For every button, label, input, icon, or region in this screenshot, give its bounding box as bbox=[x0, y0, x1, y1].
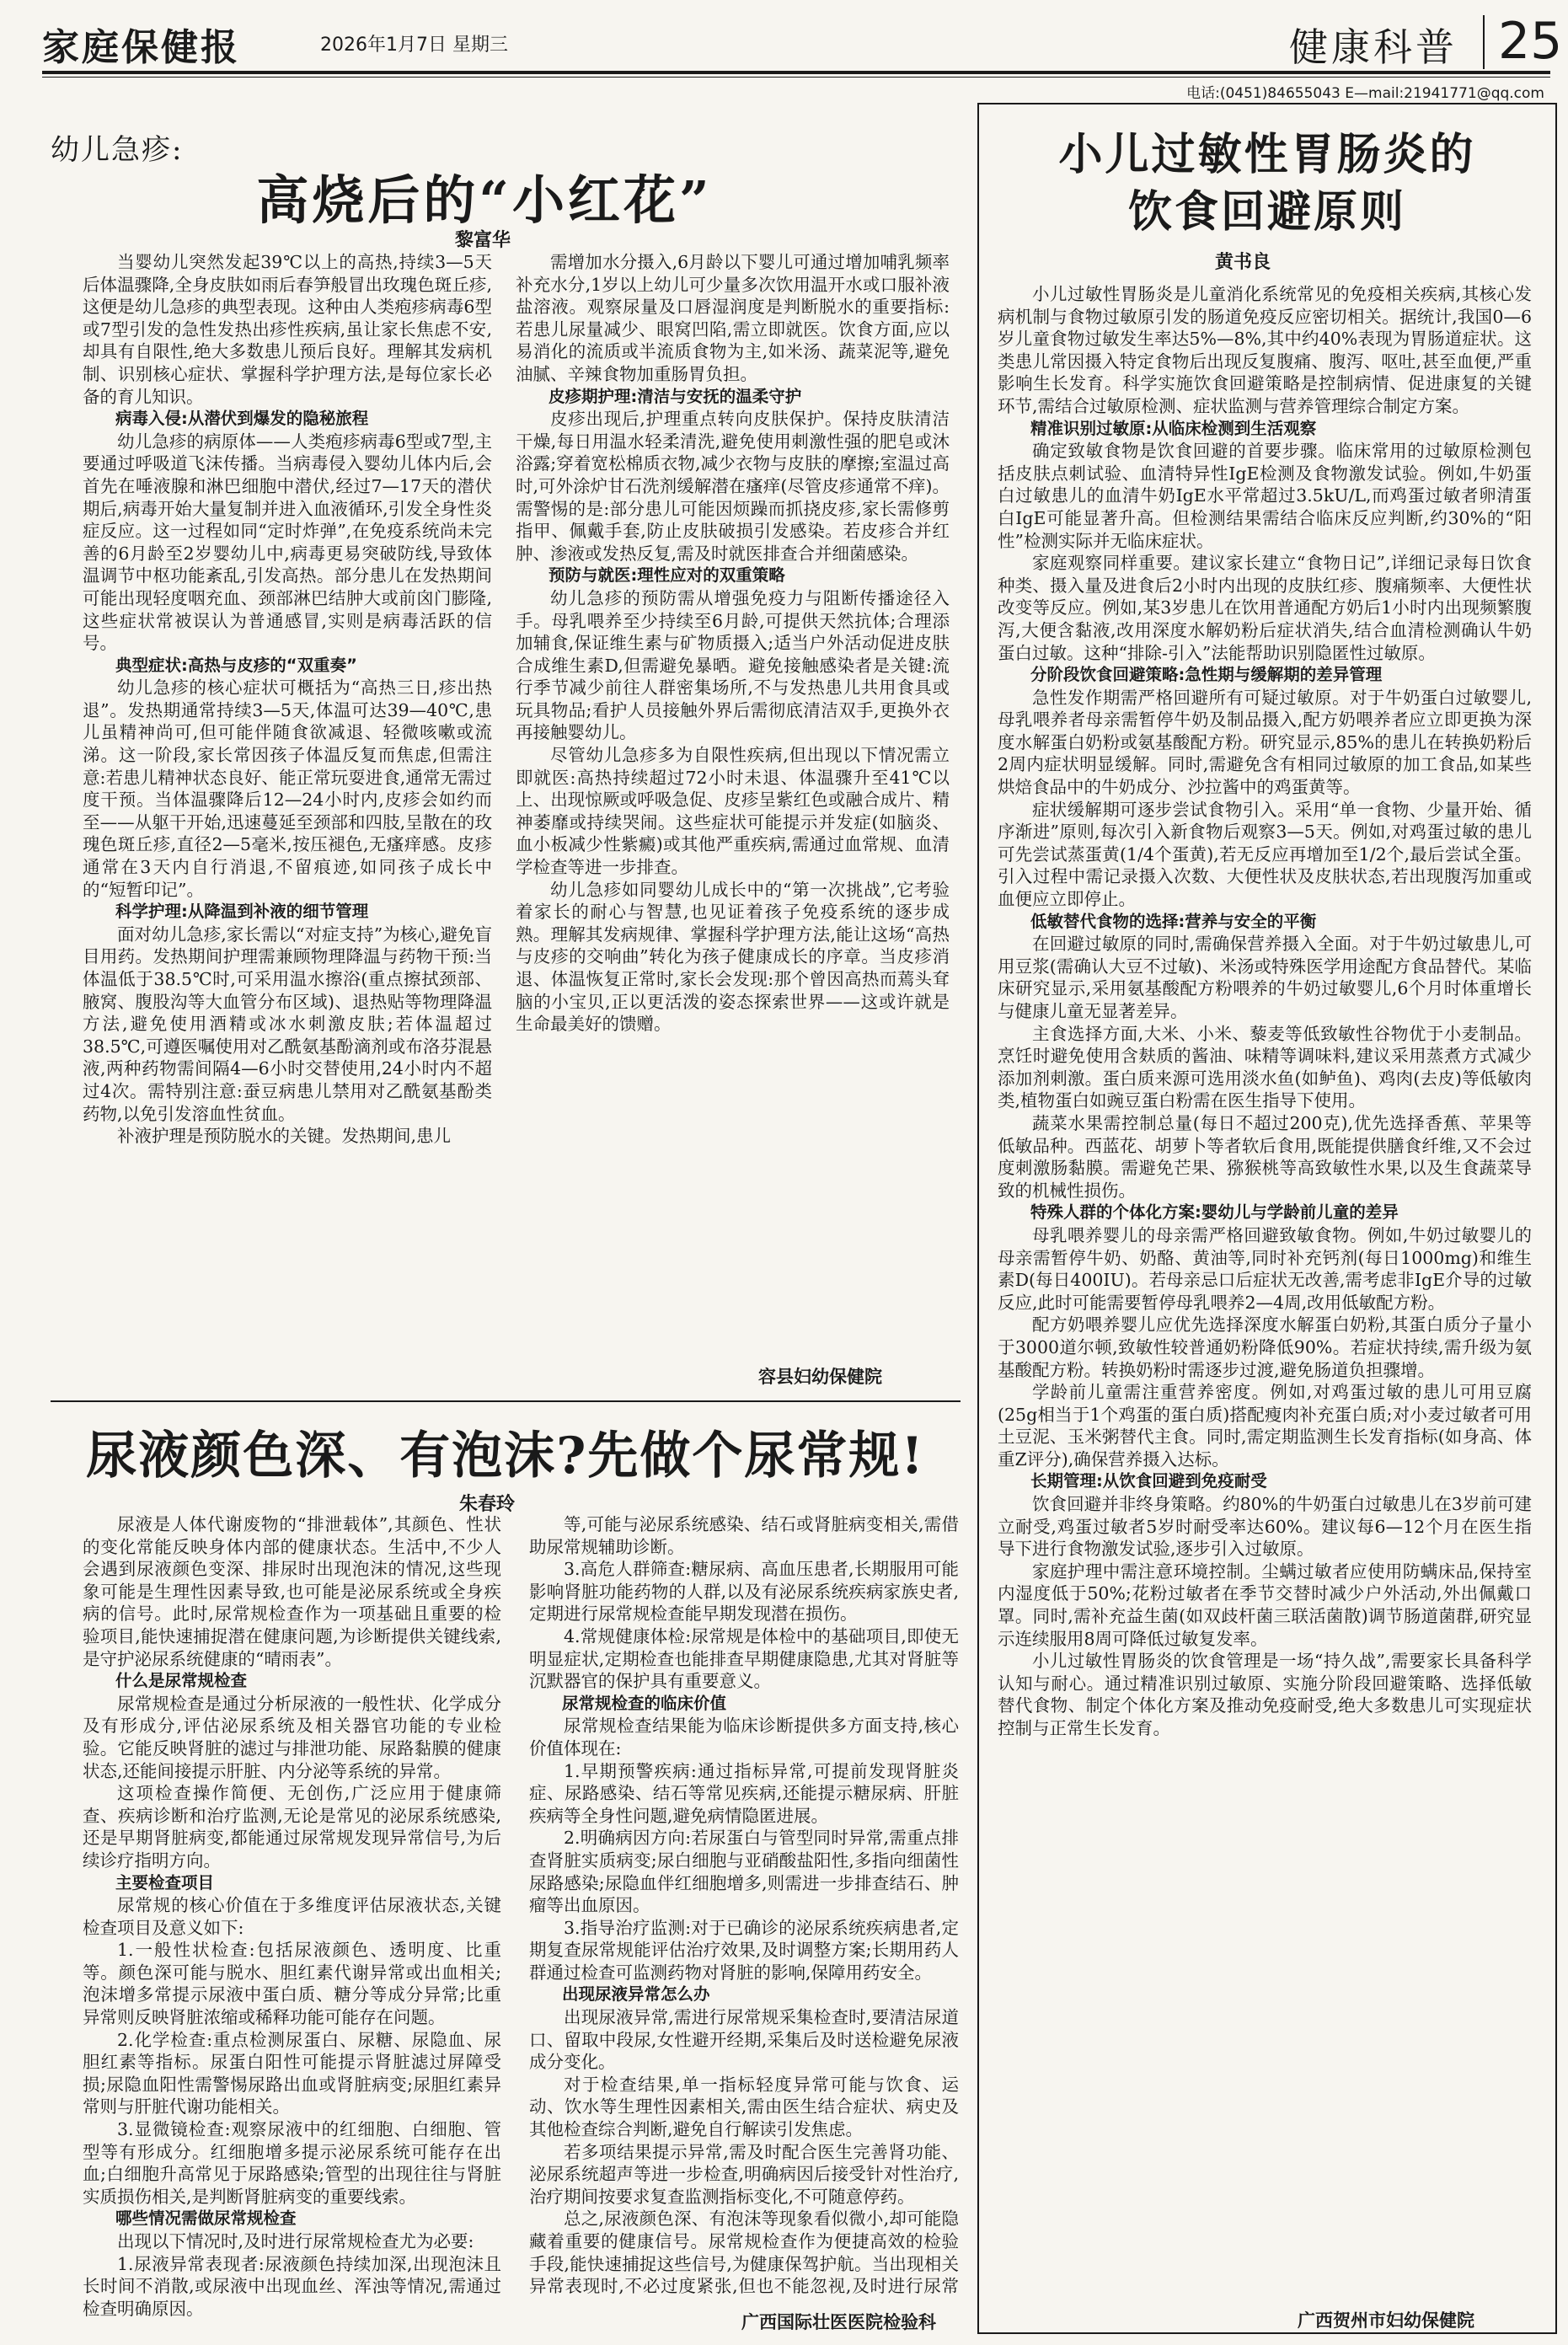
article2-separator bbox=[51, 1400, 961, 1402]
section-heading: 分阶段饮食回避策略:急性期与缓解期的差异管理 bbox=[1030, 665, 1383, 685]
article3-title-line2: 饮食回避原则 bbox=[1127, 186, 1406, 238]
paragraph: 对于检查结果,单一指标轻度异常可能与饮食、运动、饮水等生理性因素相关,需由医生结合症状、病史及其他检查综合判断,避免自行解读引发焦虑。 bbox=[529, 2074, 959, 2140]
paragraph: 3.高危人群筛查:糖尿病、高血压患者,长期服用可能影响肾脏功能药物的人群,以及有泌尿系统疾病家族史者,定期进行尿常规检查能早期发现潜在损伤。 bbox=[529, 1559, 959, 1625]
article1-author: 黎富华 bbox=[455, 230, 511, 251]
article2-column-2 bbox=[529, 1513, 959, 2297]
article3-source: 广西贺州市妇幼保健院 bbox=[1298, 2310, 1474, 2331]
masthead-rule-thin bbox=[42, 77, 1550, 78]
article3-title-line1: 小儿过敏性胃肠炎的 bbox=[1058, 129, 1476, 180]
paragraph: 1.一般性状检查:包括尿液颜色、透明度、比重等。颜色深可能与脱水、胆红素代谢异常或出血相关;泡沫增多常提示尿液中蛋白质、糖分等成分异常;比重异常则反映肾脏浓缩或稀释功能可能存在问题。 bbox=[83, 1940, 501, 2028]
paragraph: 小儿过敏性胃肠炎是儿童消化系统常见的免疫相关疾病,其核心发病机制与食物过敏原引发的肠道免疫反应密切相关。据统计,我国0—6岁儿童食物过敏发生率达5%—8%,其中约40%表现为胃肠道症状。这类患儿常因摄入特定食物后出现反复腹痛、腹泻、呕吐,甚至血便,严重影响生长发育。科学实施饮食回避策略是控制病情、促进康复的关键环节,需结合过敏原检测、症状监测与营养管理综合制定方案。 bbox=[998, 284, 1532, 416]
section-name: 健康科普 bbox=[1289, 24, 1458, 70]
contact-line: 电话:(0451)84655043 E—mail:21941771@qq.com bbox=[1186, 85, 1544, 102]
article2-author: 朱春玲 bbox=[459, 1494, 516, 1515]
paragraph: 2.化学检查:重点检测尿蛋白、尿糖、尿隐血、尿胆红素等指标。尿蛋白阳性可能提示肾脏滤过屏障受损;尿隐血阳性需警惕尿路出血或肾脏病变;尿胆红素异常则与肝脏代谢功能相关。 bbox=[83, 2029, 501, 2117]
paragraph: 这项检查操作简便、无创伤,广泛应用于健康筛查、疾病诊断和治疗监测,无论是常见的泌尿系统感染,还是早期肾脏病变,都能通过尿常规发现异常信号,为后续诊疗指明方向。 bbox=[83, 1783, 501, 1871]
paragraph: 尿液是人体代谢废物的“排泄载体”,其颜色、性状的变化常能反映身体内部的健康状态。生活中,不少人会遇到尿液颜色变深、排尿时出现泡沫的情况,这些现象可能是生理性因素导致,也可能是泌尿系统或全身疾病的信号。此时,尿常规检查作为一项基础且重要的检验项目,能快速捕捉潜在健康问题,为诊断提供关键线索,是守护泌尿系统健康的“晴雨表”。 bbox=[83, 1514, 501, 1669]
paragraph: 家庭护理中需注意环境控制。尘螨过敏者应使用防螨床品,保持室内湿度低于50%;花粉过敏者在季节交替时减少户外活动,外出佩戴口罩。同时,需补充益生菌(如双歧杆菌三联活菌散)调节肠道菌群,研究显示连续服用8周可降低过敏复发率。 bbox=[998, 1561, 1532, 1649]
paragraph: 急性发作期需严格回避所有可疑过敏原。对于牛奶蛋白过敏婴儿,母乳喂养者母亲需暂停牛奶及制品摄入,配方奶喂养者应立即更换为深度水解蛋白奶粉或氨基酸配方粉。研究显示,85%的患儿在转换奶粉后2周内症状明显缓解。同时,需避免含有相同过敏原的加工食品,如某些烘焙食品中的牛奶成分、沙拉酱中的鸡蛋黄等。 bbox=[998, 687, 1532, 798]
paragraph: 3.指导治疗监测:对于已确诊的泌尿系统疾病患者,定期复查尿常规能评估治疗效果,及时调整方案;长期用药人群通过检查可监测药物对肾脏的影响,保障用药安全。 bbox=[529, 1917, 959, 1983]
paragraph: 面对幼儿急疹,家长需以“对症支持”为核心,避免盲目用药。发热期间护理需兼顾物理降温与药物干预:当体温低于38.5℃时,可采用温水擦浴(重点擦拭颈部、腋窝、腹股沟等大血管分布区域)、退热贴等物理降温方法,避免使用酒精或冰水刺激皮肤;若体温超过38.5℃,可遵医嘱使用对乙酰氨基酚滴剂或布洛芬混悬液,两种药物需间隔4—6小时交替使用,24小时内不超过4次。需特别注意:蚕豆病患儿禁用对乙酰氨基酚类药物,以免引发溶血性贫血。 bbox=[83, 924, 492, 1124]
paragraph: 4.常规健康体检:尿常规是体检中的基础项目,即使无明显症状,定期检查也能排查早期健康隐患,尤其对肾脏等沉默器官的保护具有重要意义。 bbox=[529, 1625, 959, 1692]
paragraph: 出现以下情况时,及时进行尿常规检查尤为必要: bbox=[117, 2231, 474, 2251]
article3-column bbox=[998, 283, 1532, 2297]
paragraph: 尿常规的核心价值在于多维度评估尿液状态,关键检查项目及意义如下: bbox=[83, 1895, 501, 1938]
paragraph: 3.显微镜检查:观察尿液中的红细胞、白细胞、管型等有形成分。红细胞增多提示泌尿系统可能存在出血;白细胞升高常见于尿路感染;管型的出现往往与肾脏实质损伤相关,是判断肾脏病变的重要线索。 bbox=[83, 2119, 501, 2207]
article1-title: 高烧后的“小红花” bbox=[256, 169, 713, 231]
article1-source: 容县妇幼保健院 bbox=[758, 1367, 882, 1387]
article3-title bbox=[977, 126, 1557, 241]
issue-date: 2026年1月7日 星期三 bbox=[320, 35, 508, 56]
paragraph: 1.早期预警疾病:通过指标异常,可提前发现肾脏炎症、尿路感染、结石等常见疾病,还能提示糖尿病、肝脏疾病等全身性问题,避免病情隐匿进展。 bbox=[529, 1760, 959, 1826]
section-heading: 什么是尿常规检查 bbox=[115, 1671, 248, 1691]
paragraph: 学龄前儿童需注重营养密度。例如,对鸡蛋过敏的患儿可用豆腐(25g相当于1个鸡蛋的蛋白质)搭配瘦肉补充蛋白质;对小麦过敏者可用土豆泥、玉米粥替代主食。同时,需定期监测生长发育指标(如身高、体重Z评分),确保营养摄入达标。 bbox=[998, 1382, 1532, 1470]
section-heading: 科学护理:从降温到补液的细节管理 bbox=[115, 902, 369, 922]
paragraph: 在回避过敏原的同时,需确保营养摄入全面。对于牛奶过敏患儿,可用豆浆(需确认大豆不过敏)、米汤或特殊医学用途配方食品替代。某临床研究显示,采用氨基酸配方粉喂养的牛奶过敏婴儿,6个月时体重增长与健康儿童无显著差异。 bbox=[998, 934, 1532, 1021]
paragraph: 尿常规检查是通过分析尿液的一般性状、化学成分及有形成分,评估泌尿系统及相关器官功能的专业检验。它能反映肾脏的滤过与排泄功能、尿路黏膜的健康状态,还能间接提示肝脏、内分泌等系统的异常。 bbox=[83, 1693, 501, 1781]
section-heading: 尿常规检查的临床价值 bbox=[562, 1693, 727, 1713]
article2-source: 广西国际壮医医院检验科 bbox=[741, 2312, 936, 2332]
paragraph: 补液护理是预防脱水的关键。发热期间,患儿 bbox=[117, 1126, 452, 1147]
paragraph: 确定致敏食物是饮食回避的首要步骤。临床常用的过敏原检测包括皮肤点刺试验、血清特异性IgE检测及食物激发试验。例如,牛奶蛋白过敏患儿的血清牛奶IgE水平常超过3.5kU/L,而鸡蛋过敏者卵清蛋白IgE可能显著升高。但检测结果需结合临床反应判断,约30%的“阳性”检测实际并无临床症状。 bbox=[998, 441, 1532, 551]
masthead-rule bbox=[42, 71, 1550, 74]
paragraph: 小儿过敏性胃肠炎的饮食管理是一场“持久战”,需要家长具备科学认知与耐心。通过精准识别过敏原、实施分阶段回避策略、选择低敏替代食物、制定个体化方案及推动免疫耐受,绝大多数患儿可实现症状控制与正常生长发育。 bbox=[998, 1651, 1532, 1738]
paragraph: 2.明确病因方向:若尿蛋白与管型同时异常,需重点排查肾脏实质病变;尿白细胞与亚硝酸盐阳性,多指向细菌性尿路感染;尿隐血伴红细胞增多,则需进一步排查结石、肿瘤等出血原因。 bbox=[529, 1828, 959, 1916]
section-heading: 预防与就医:理性应对的双重策略 bbox=[549, 565, 785, 586]
paragraph: 蔬菜水果需控制总量(每日不超过200克),优先选择香蕉、苹果等低敏品种。西蓝花、胡萝卜等者软后食用,既能提供膳食纤维,又不会过度刺激肠黏膜。需避免芒果、猕猴桃等高致敏性水果,以及生食蔬菜导致的机械性损伤。 bbox=[998, 1112, 1532, 1201]
section-heading: 主要检查项目 bbox=[115, 1872, 215, 1893]
section-heading: 病毒入侵:从潜伏到爆发的隐秘旅程 bbox=[115, 409, 369, 429]
article2-title: 尿液颜色深、有泡沫?先做个尿常规! bbox=[86, 1427, 925, 1486]
section-heading: 典型症状:高热与皮疹的“双重奏” bbox=[115, 655, 357, 675]
paragraph: 尿常规检查结果能为临床诊断提供多方面支持,核心价值体现在: bbox=[529, 1716, 959, 1759]
article1-column-2 bbox=[516, 251, 950, 1363]
section-heading: 皮疹期护理:清洁与安抚的温柔守护 bbox=[549, 386, 802, 406]
paragraph: 出现尿液异常,需进行尿常规采集检查时,要清洁尿道口、留取中段尿,女性避开经期,采集后及时送检避免尿液成分变化。 bbox=[529, 2007, 959, 2073]
paragraph: 总之,尿液颜色深、有泡沫等现象看似微小,却可能隐藏着重要的健康信号。尿常规检查作为便捷高效的检验手段,能快速捕捉这些信号,为健康保驾护航。当出现相关异常表现时,不必过度紧张,但也不能忽视,及时进行尿常 bbox=[529, 2208, 959, 2297]
article1-kicker: 幼儿急疹: bbox=[51, 133, 184, 167]
paragraph: 当婴幼儿突然发起39℃以上的高热,持续3—5天后体温骤降,全身皮肤如雨后春笋般冒出玫瑰色斑丘疹,这便是幼儿急疹的典型表现。这种由人类疱疹病毒6型或7型引发的急性发热出疹性疾病,虽让家长焦虑不安,却具有自限性,绝大多数患儿预后良好。理解其发病机制、识别核心症状、掌握科学护理方法,是每位家长必备的育儿知识。 bbox=[83, 252, 492, 407]
masthead-divider bbox=[1483, 15, 1485, 69]
paragraph: 母乳喂养婴儿的母亲需严格回避致敏食物。例如,牛奶过敏婴儿的母亲需暂停牛奶、奶酪、黄油等,同时补充钙剂(每日1000mg)和维生素D(每日400IU)。若母亲忌口后症状无改善,需考虑非IgE介导的过敏反应,此时可能需要暂停母乳喂养2—4周,改用低敏配方粉。 bbox=[998, 1224, 1532, 1313]
paragraph: 幼儿急疹的核心症状可概括为“高热三日,疹出热退”。发热期通常持续3—5天,体温可达39—40℃,患儿虽精神尚可,但可能伴随食欲减退、轻微咳嗽或流涕。这一阶段,家长常因孩子体温反复而焦虑,但需注意:若患儿精神状态良好、能正常玩耍进食,通常无需过度干预。当体温骤降后12—24小时内,皮疹会如约而至——从躯干开始,迅速蔓延至颈部和四肢,呈散在的玫瑰色斑丘疹,直径2—5毫米,按压褪色,无瘙痒感。皮疹通常在3天内自行消退,不留痕迹,如同孩子成长中的“短暂印记”。 bbox=[83, 677, 492, 900]
article3-author: 黄书良 bbox=[1215, 252, 1271, 273]
paragraph: 幼儿急疹的病原体——人类疱疹病毒6型或7型,主要通过呼吸道飞沫传播。当病毒侵入婴幼儿体内后,会首先在唾液腺和淋巴细胞中潜伏,经过7—17天的潜伏期后,病毒开始大量复制并进入血液循环,引发全身性炎症反应。这一过程如同“定时炸弹”,在免疫系统尚未完善的6月龄至2岁婴幼儿中,病毒更易突破防线,导致体温调节中枢功能紊乱,引发高热。部分患儿在发热期间可能出现轻度咽充血、颈部淋巴结肿大或前囟门膨隆,这些症状常被误认为普通感冒,实则是病毒活跃的信号。 bbox=[83, 431, 492, 654]
paragraph: 尽管幼儿急疹多为自限性疾病,但出现以下情况需立即就医:高热持续超过72小时未退、体温骤升至41℃以上、出现惊厥或呼吸急促、皮疹呈紫红色或融合成片、精神萎靡或持续哭闹。这些症状可能提示并发症(如脑炎、血小板减少性紫癜)或其他严重疾病,需通过血常规、血清学检查等进一步排查。 bbox=[516, 745, 950, 878]
paragraph: 家庭观察同样重要。建议家长建立“食物日记”,详细记录每日饮食种类、摄入量及进食后2小时内出现的皮肤红疹、腹痛频率、大便性状改变等反应。例如,某3岁患儿在饮用普通配方奶后1小时内出现频繁腹泻,大便含黏液,改用深度水解奶粉后症状消失,结合血清检测确认牛奶蛋白过敏。这种“排除-引入”法能帮助识别隐匿性过敏原。 bbox=[998, 553, 1532, 663]
paragraph: 主食选择方面,大米、小米、藜麦等低致敏性谷物优于小麦制品。烹饪时避免使用含麸质的酱油、味精等调味料,建议采用蒸煮方式减少添加剂刺激。蛋白质来源可选用淡水鱼(如鲈鱼)、鸡肉(去皮)等低敏肉类,植物蛋白如豌豆蛋白粉需在医生指导下使用。 bbox=[998, 1023, 1532, 1111]
paragraph: 1.尿液异常表现者:尿液颜色持续加深,出现泡沫且长时间不消散,或尿液中出现血丝、浑浊等情况,需通过检查明确原因。 bbox=[83, 2253, 501, 2318]
article1-column-1 bbox=[83, 251, 492, 1363]
masthead bbox=[42, 12, 1563, 72]
paragraph: 幼儿急疹如同婴幼儿成长中的“第一次挑战”,它考验着家长的耐心与智慧,也见证着孩子免疫系统的逐步成熟。理解其发病规律、掌握科学护理方法,能让这场“高热与皮疹的交响曲”转化为孩子健康成长的序章。当皮疹消退、体温恢复正常时,家长会发现:那个曾因高热而蔫头耷脑的小宝贝,正以更活泼的姿态探索世界——这或许就是生命最美好的馈赠。 bbox=[516, 879, 950, 1035]
section-heading: 精准识别过敏原:从临床检测到生活观察 bbox=[1030, 418, 1317, 438]
paragraph: 症状缓解期可逐步尝试食物引入。采用“单一食物、少量开始、循序渐进”原则,每次引入新食物后观察3—5天。例如,对鸡蛋过敏的患儿可先尝试蒸蛋黄(1/4个蛋黄),若无反应再增加至1/2个,最后尝试全蛋。引入过程中需记录摄入次数、大便性状及皮肤状态,若出现腹泻加重或血便应立即停止。 bbox=[998, 799, 1532, 910]
section-heading: 出现尿液异常怎么办 bbox=[562, 1984, 710, 2005]
article2-column-1 bbox=[83, 1513, 501, 2318]
section-heading: 特殊人群的个体化方案:婴幼儿与学龄前儿童的差异 bbox=[1030, 1202, 1399, 1223]
paragraph: 需增加水分摄入,6月龄以下婴儿可通过增加哺乳频率补充水分,1岁以上幼儿可少量多次饮用温开水或口服补液盐溶液。观察尿量及口唇湿润度是判断脱水的重要指标:若患儿尿量减少、眼窝凹陷,需立即就医。饮食方面,应以易消化的流质或半流质食物为主,如米汤、蔬菜泥等,避免油腻、辛辣食物加重肠胃负担。 bbox=[516, 252, 950, 384]
section-heading: 长期管理:从饮食回避到免疫耐受 bbox=[1030, 1471, 1267, 1491]
paragraph: 幼儿急疹的预防需从增强免疫力与阻断传播途径入手。母乳喂养至少持续至6月龄,可提供天然抗体;合理添加辅食,保证维生素与矿物质摄入;适当户外活动促进皮肤合成维生素D,但需避免暴晒。避免接触感染者是关键:流行季节减少前往人群密集场所,不与发热患儿共用食具或玩具物品;看护人员接触外界后需彻底清洁双手,更换外衣再接触婴幼儿。 bbox=[516, 587, 950, 743]
paragraph: 配方奶喂养婴儿应优先选择深度水解蛋白奶粉,其蛋白质分子量小于3000道尔顿,致敏性较普通奶粉降低90%。若症状持续,需升级为氨基酸配方粉。转换奶粉时需逐步过渡,避免肠道负担骤增。 bbox=[998, 1314, 1532, 1380]
paragraph: 皮疹出现后,护理重点转向皮肤保护。保持皮肤清洁干燥,每日用温水轻柔清洗,避免使用刺激性强的肥皂或沐浴露;穿着宽松棉质衣物,减少衣物与皮肤的摩擦;室温过高时,可外涂炉甘石洗剂缓解潜在瘙痒(尽管皮疹通常不痒)。需警惕的是:部分患儿可能因烦躁而抓挠皮疹,家长需修剪指甲、佩戴手套,防止皮肤破损引发感染。若皮疹合并红肿、渗液或发热反复,需及时就医排查合并细菌感染。 bbox=[516, 409, 950, 564]
paragraph: 饮食回避并非终身策略。约80%的牛奶蛋白过敏患儿在3岁前可建立耐受,鸡蛋过敏者5岁时耐受率达60%。建议每6—12个月在医生指导下进行食物激发试验,逐步引入过敏原。 bbox=[998, 1494, 1532, 1560]
page-number: 25 bbox=[1498, 12, 1563, 71]
paper-name: 家庭保健报 bbox=[42, 26, 240, 69]
section-heading: 哪些情况需做尿常规检查 bbox=[115, 2208, 297, 2229]
section-heading: 低敏替代食物的选择:营养与安全的平衡 bbox=[1030, 911, 1317, 931]
paragraph: 若多项结果提示异常,需及时配合医生完善肾功能、泌尿系统超声等进一步检查,明确病因后接受针对性治疗,治疗期间按要求复查监测指标变化,不可随意停药。 bbox=[529, 2141, 959, 2207]
paragraph: 等,可能与泌尿系统感染、结石或肾脏病变相关,需借助尿常规辅助诊断。 bbox=[529, 1514, 959, 1557]
